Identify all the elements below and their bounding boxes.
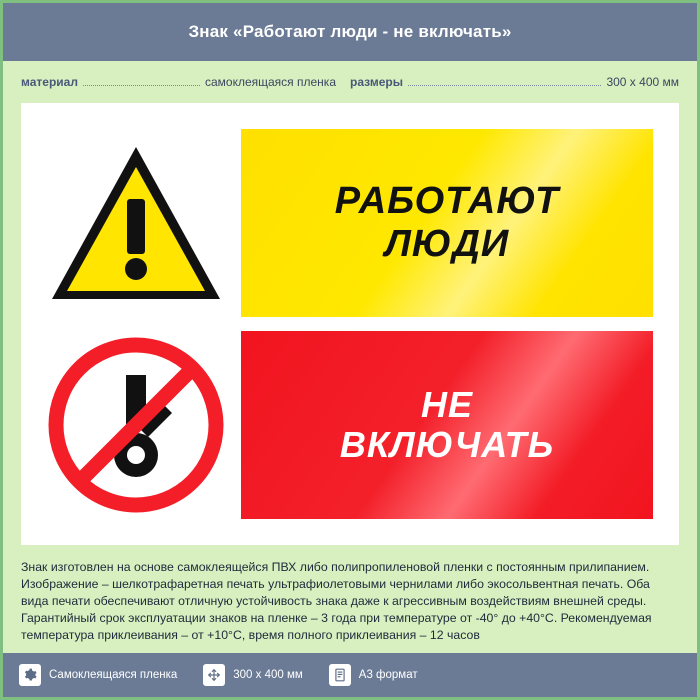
footer-bar bbox=[3, 653, 697, 697]
footer-item-material-label: Самоклеящаяся пленка bbox=[49, 669, 178, 681]
warning-triangle-cell bbox=[47, 129, 225, 317]
footer-item-format-label: A3 формат bbox=[358, 669, 418, 681]
footer-item-size-label: 300 x 400 мм bbox=[233, 669, 303, 681]
footer-item-material bbox=[19, 664, 177, 686]
spec-material-label: материал bbox=[21, 75, 78, 89]
page-title: Знак «Работают люди - не включать» bbox=[188, 22, 512, 41]
yellow-text-line-1: РАБОТАЮТ bbox=[334, 180, 560, 223]
red-text-line-2: ВКЛЮЧАТЬ bbox=[339, 424, 555, 465]
spec-material bbox=[21, 75, 350, 89]
footer-item-format bbox=[329, 664, 418, 686]
sign-preview bbox=[21, 103, 679, 545]
sign-grid bbox=[47, 129, 653, 519]
red-text-line-1: НЕ bbox=[420, 383, 473, 425]
page-header bbox=[3, 3, 697, 61]
gear-icon bbox=[19, 664, 41, 686]
spec-size-value: 300 x 400 мм bbox=[606, 75, 679, 89]
dot-leader bbox=[83, 85, 200, 86]
spec-size bbox=[350, 75, 679, 89]
yellow-text bbox=[335, 180, 559, 265]
arrows-resize-icon bbox=[203, 664, 225, 686]
no-switch-prohibition-icon bbox=[48, 337, 224, 513]
yellow-text-line-2: ЛЮДИ bbox=[384, 223, 510, 265]
product-description: Знак изготовлен на основе самоклеящейся ПВХ либо полипропиленовой пленки с постоянным прилипанием. Изображение – шелкотрафаретная печать ультрафиолетовыми чернилами либо экосольвентная печать. Оба вида печати обеспечивают отличную устойчивость знака даже к агрессивным воздействиям внешней среды. Гарантийный срок эксплуатации знаков на пленке – 3 года при температуре от -40° до +40°С. Рекомендуемая температура приклеивания – от +10°С, время полного приклеивания – 12 часов bbox=[21, 560, 652, 642]
footer-item-size bbox=[203, 664, 303, 686]
page-format-icon bbox=[329, 664, 351, 686]
yellow-text-panel bbox=[241, 129, 653, 317]
red-text bbox=[340, 385, 554, 466]
spec-size-label: размеры bbox=[350, 75, 403, 89]
spec-strip bbox=[3, 61, 697, 99]
red-text-panel bbox=[241, 331, 653, 519]
warning-triangle-exclamation-icon bbox=[48, 141, 224, 306]
dot-leader bbox=[408, 85, 602, 86]
prohibition-cell bbox=[47, 331, 225, 519]
spec-material-value: самоклеящаяся пленка bbox=[204, 75, 336, 89]
